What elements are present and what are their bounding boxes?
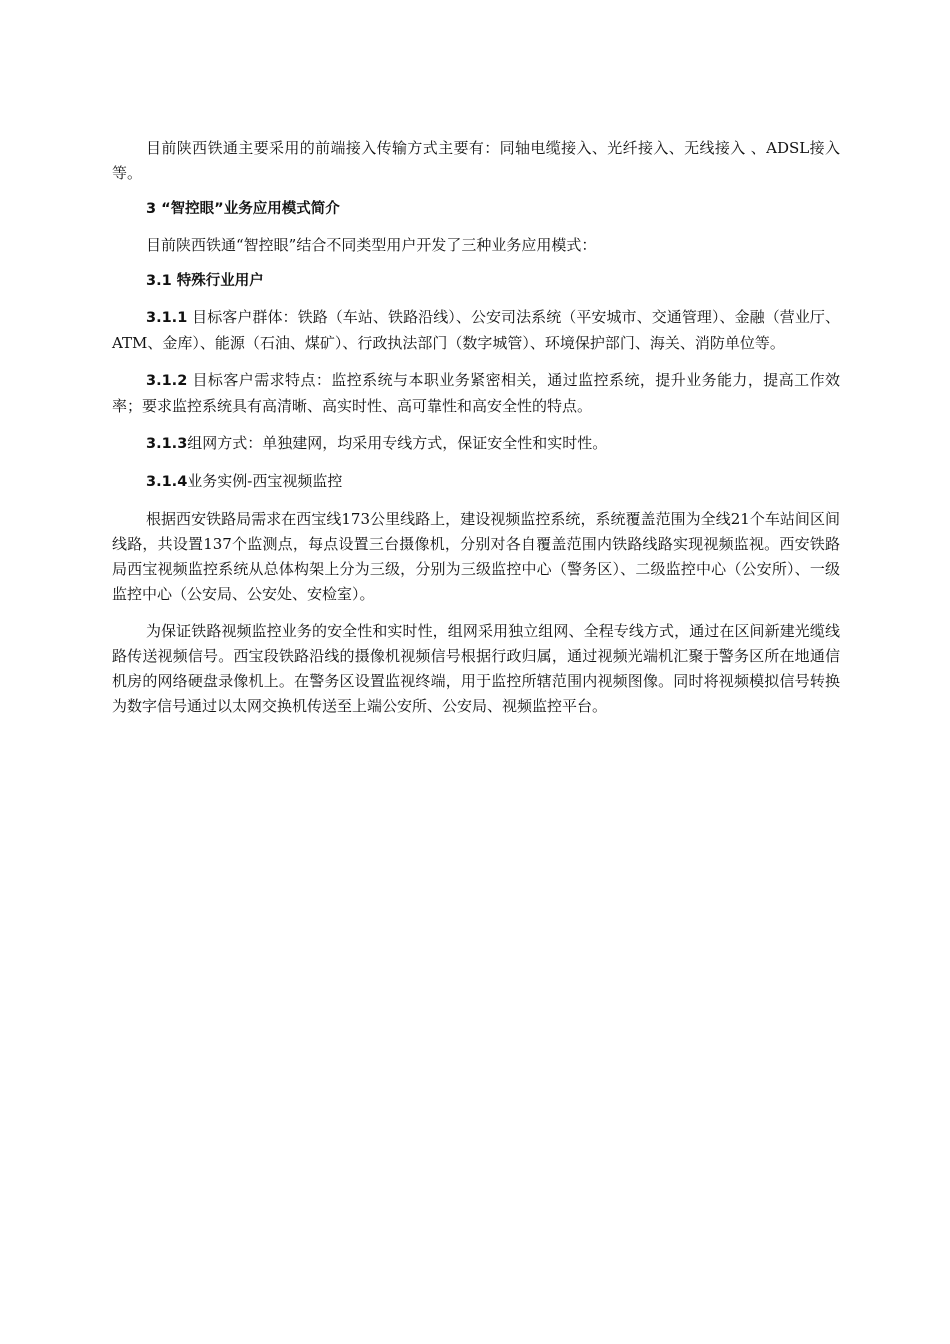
paragraph-3-1-4-text: 业务实例-西宝视频监控 — [187, 472, 343, 490]
paragraph-3-1-3 — [112, 431, 840, 457]
paragraph-access-methods: 目前陕西铁通主要采用的前端接入传输方式主要有：同轴电缆接入、光纤接入、无线接入 、ADSL接入等。 — [112, 139, 840, 182]
paragraph-xibao-project: 根据西安铁路局需求在西宝线173公里线路上，建设视频监控系统，系统覆盖范围为全线21个车站间区间线路，共设置137个监测点，每点设置三台摄像机，分别对各自覆盖范围内铁路线路实现视频监视。西安铁路局西宝视频监控系统从总体构架上分为三级，分别为三级监控中心（警务区）、二级监控中心（公安所）、一级监控中心（公安局、公安处、安检室）。 — [112, 510, 840, 603]
section-number-3-1-4: 3.1.4 — [146, 474, 188, 490]
paragraph-service-modes: 目前陕西铁通“智控眼”结合不同类型用户开发了三种业务应用模式： — [146, 236, 597, 254]
section-heading-3: 3 “智控眼”业务应用模式简介 — [146, 201, 340, 217]
paragraph-3-1-4 — [112, 469, 840, 495]
section-number-3-1-1: 3.1.1 — [146, 310, 188, 326]
paragraph-3-1-3-text: 组网方式：单独建网，均采用专线方式，保证安全性和实时性。 — [187, 434, 608, 452]
paragraph-3-1-2 — [112, 368, 840, 419]
paragraph-3-1-2-text: 目标客户需求特点：监控系统与本职业务紧密相关，通过监控系统，提升业务能力，提高工作效率；要求监控系统具有高清晰、高实时性、高可靠性和高安全性的特点。 — [112, 371, 840, 415]
paragraph-network-design: 为保证铁路视频监控业务的安全性和实时性，组网采用独立组网、全程专线方式，通过在区间新建光缆线路传送视频信号。西宝段铁路沿线的摄像机视频信号根据行政归属，通过视频光端机汇聚于警务区所在地通信机房的网络硬盘录像机上。在警务区设置监视终端，用于监控所辖范围内视频图像。同时将视频模拟信号转换为数字信号通过以太网交换机传送至上端公安所、公安局、视频监控平台。 — [112, 622, 840, 715]
section-heading-3-1: 3.1 特殊行业用户 — [146, 273, 264, 289]
section-number-3-1-2: 3.1.2 — [146, 373, 188, 389]
section-number-3-1-3: 3.1.3 — [146, 436, 188, 452]
paragraph-3-1-1-text: 目标客户群体：铁路（车站、铁路沿线）、公安司法系统（平安城市、交通管理）、金融（营业厅、ATM、金库）、能源（石油、煤矿）、行政执法部门（数字城管）、环境保护部门、海关、消防单位等。 — [112, 308, 840, 352]
document-body — [112, 136, 840, 719]
paragraph-3-1-1 — [112, 305, 840, 356]
